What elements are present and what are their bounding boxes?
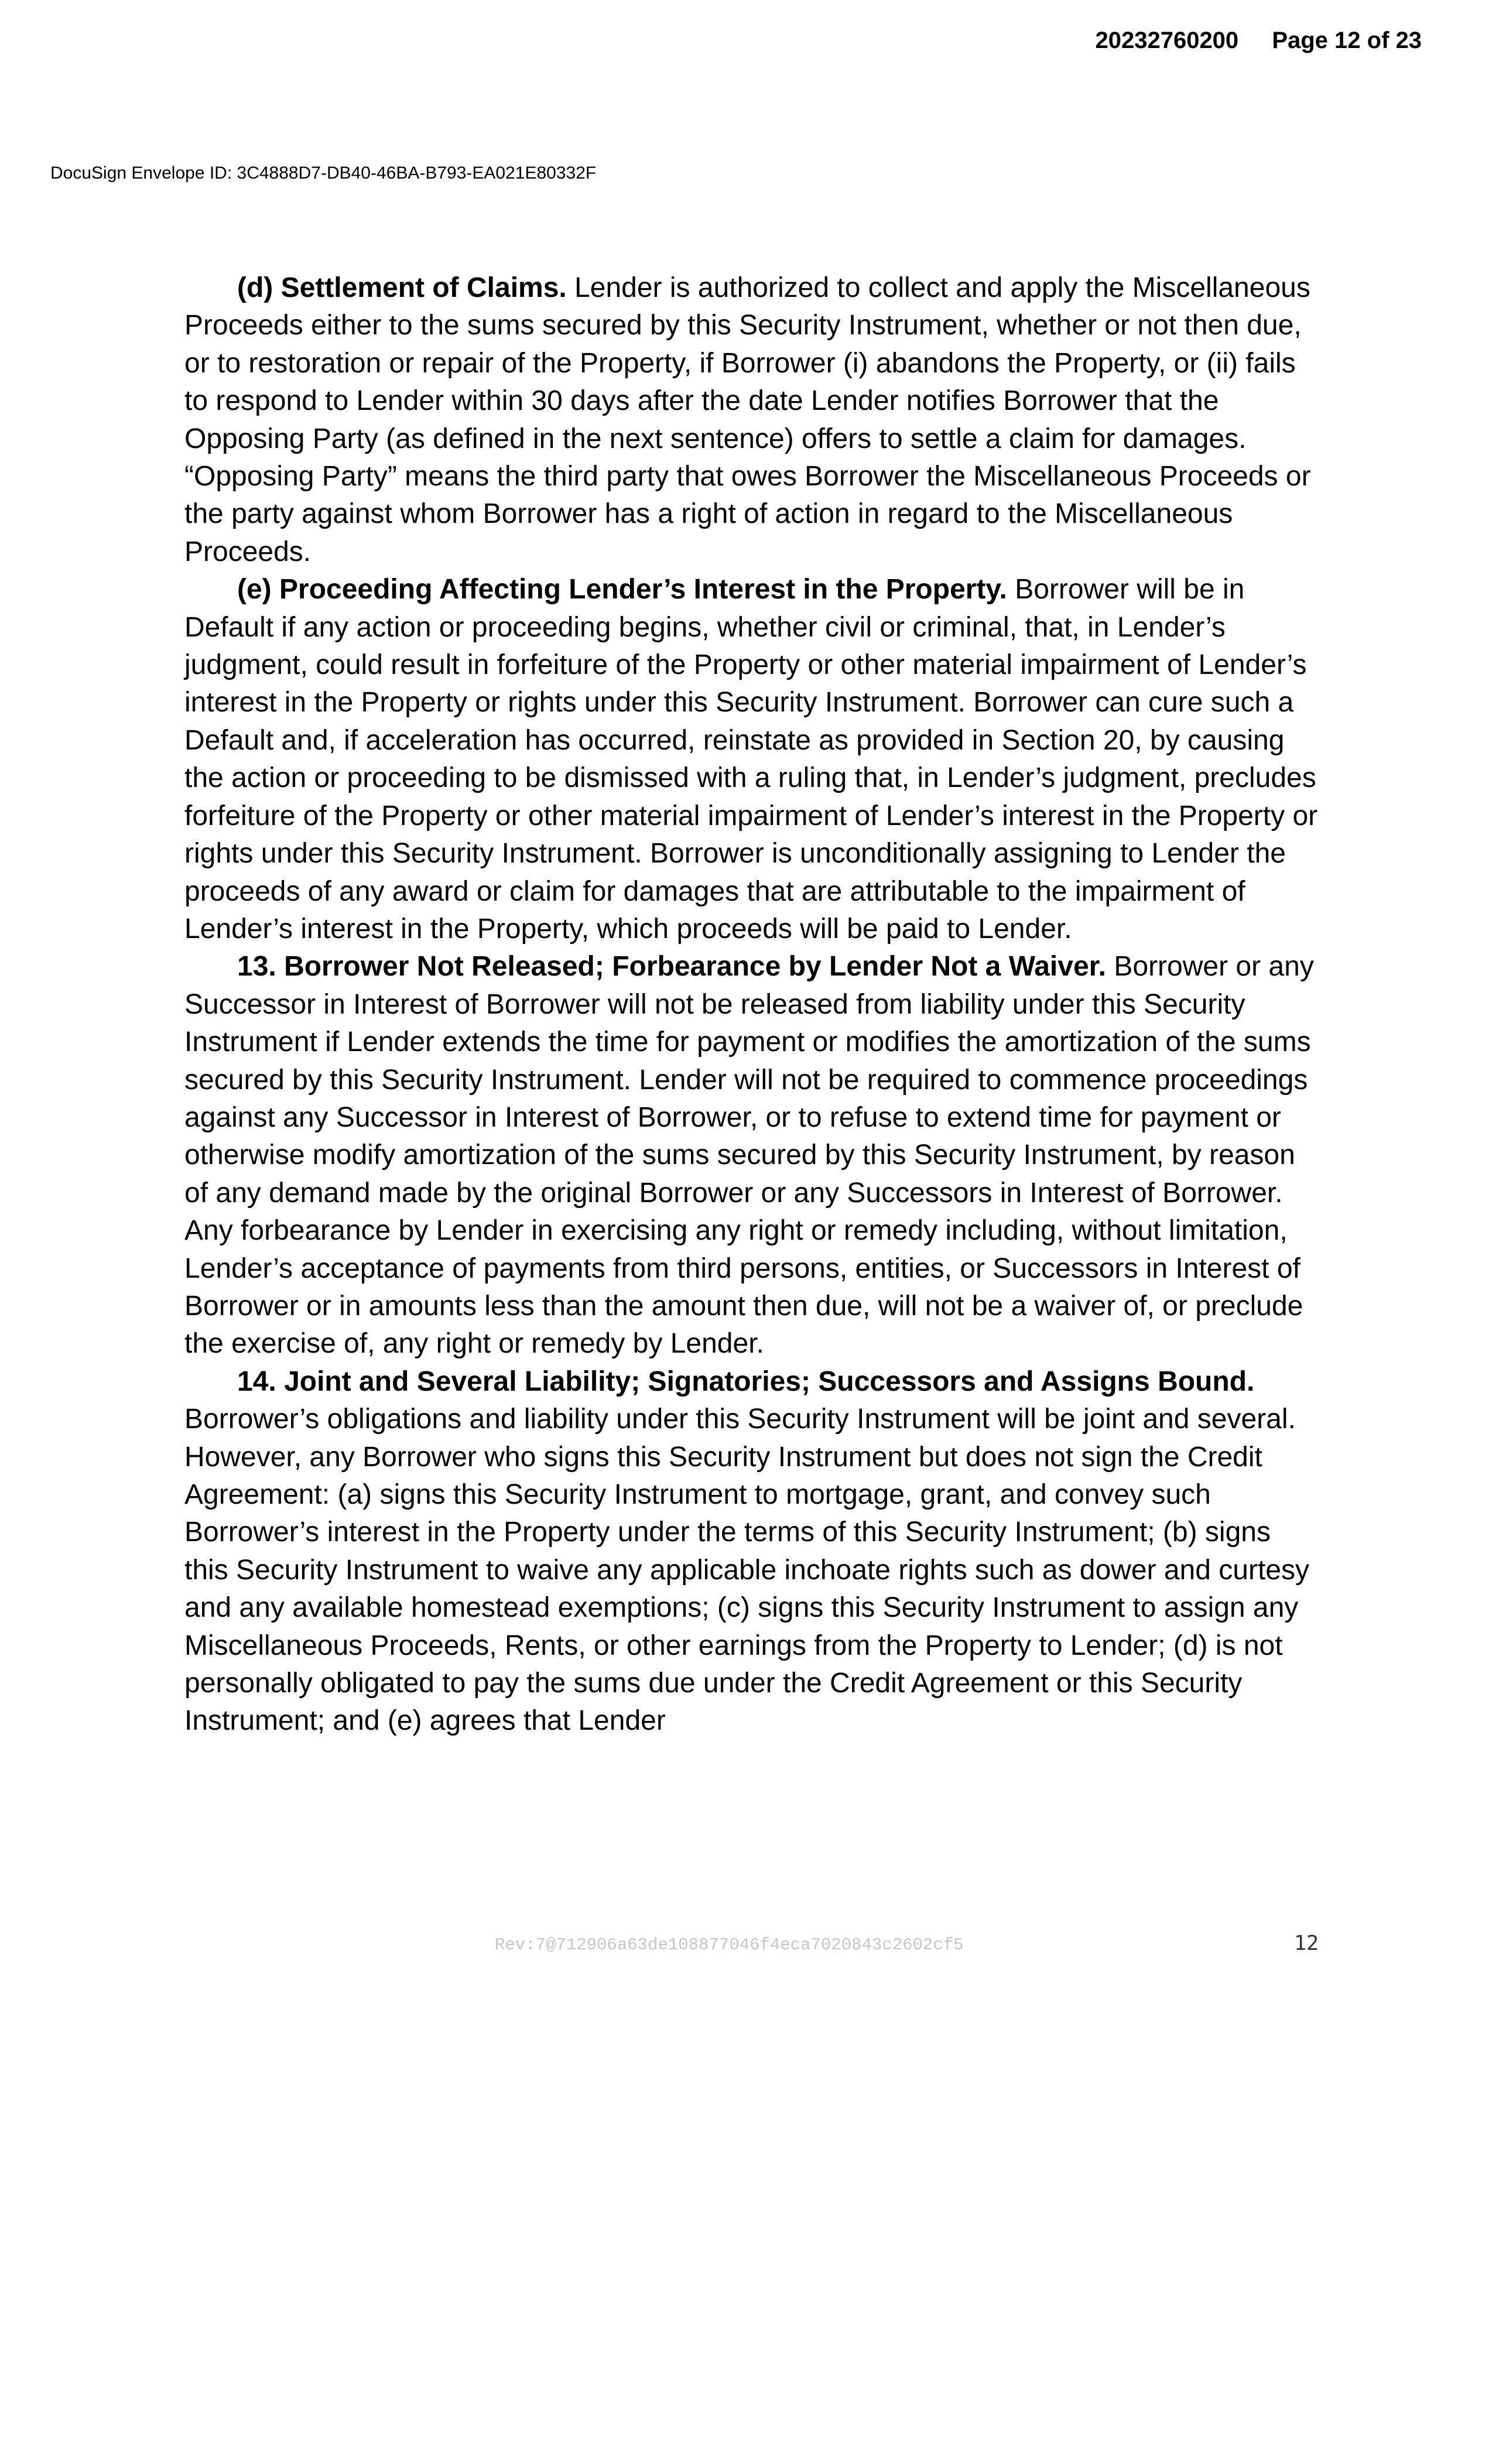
paragraph-text: Borrower will be in Default if any action or proceeding begins, whether civil or criminal, that, in Lender’s judgment, could result in forfeiture of the Property or other material impairment of Lender’s interest in the Property or rights under this Security Instrument. Borrower can cure such a Default and, if acceleration has occurred, reinstate as provided in Section 20, by causing the action or proceeding to be dismissed with a ruling that, in Lender’s judgment, precludes forfeiture of the Property or other material impairment of Lender’s interest in the Property or rights under this Security Instrument. Borrower is unconditionally assigning to Lender the proceeds of any award or claim for damages that are attributable to the impairment of Lender’s interest in the Property, which proceeds will be paid to Lender. [184,574,1318,944]
page-header [1095,26,1422,55]
document-number: 20232760200 [1095,28,1239,53]
paragraph-heading: 14. Joint and Several Liability; Signatories; Successors and Assigns Bound. [237,1366,1255,1397]
page-indicator: Page 12 of 23 [1272,28,1422,53]
paragraph-heading: (d) Settlement of Claims. [237,272,567,303]
paragraph-borrower-not-released [184,948,1320,1363]
paragraph-proceeding-affecting-interest [184,571,1320,948]
paragraph-heading: 13. Borrower Not Released; Forbearance by Lender Not a Waiver. [237,951,1107,983]
paragraph-settlement-of-claims [184,269,1320,571]
revision-hash: Rev:7@712906a63de108877046f4eca7020843c2602cf5 [495,1935,964,1955]
document-body [184,269,1320,1740]
footer-page-number: 12 [1294,1932,1319,1955]
paragraph-heading: (e) Proceeding Affecting Lender’s Interest in the Property. [237,574,1007,605]
paragraph-text: Borrower’s obligations and liability under this Security Instrument will be joint and several. However, any Borrower who signs this Security Instrument but does not sign the Credit Agreement: (a) signs this Security Instrument to mortgage, grant, and convey such Borrower’s interest in the Property under the terms of this Security Instrument; (b) signs this Security Instrument to waive any applicable inchoate rights such as dower and curtesy and any available homestead exemptions; (c) signs this Security Instrument to assign any Miscellaneous Proceeds, Rents, or other earnings from the Property to Lender; (d) is not personally obligated to pay the sums due under the Credit Agreement or this Security Instrument; and (e) agrees that Lender [184,1404,1309,1737]
paragraph-text: Lender is authorized to collect and apply the Miscellaneous Proceeds either to the sums secured by this Security Instrument, whether or not then due, or to restoration or repair of the Property, if Borrower (i) abandons the Property, or (ii) fails to respond to Lender within 30 days after the date Lender notifies Borrower that the Opposing Party (as defined in the next sentence) offers to settle a claim for damages. “Opposing Party” means the third party that owes Borrower the Miscellaneous Proceeds or the party against whom Borrower has a right of action in regard to the Miscellaneous Proceeds. [184,272,1311,567]
paragraph-text: Borrower or any Successor in Interest of Borrower will not be released from liability under this Security Instrument if Lender extends the time for payment or modifies the amortization of the sums secured by this Security Instrument. Lender will not be required to commence proceedings against any Successor in Interest of Borrower, or to refuse to extend time for payment or otherwise modify amortization of the sums secured by this Security Instrument, by reason of any demand made by the original Borrower or any Successors in Interest of Borrower. Any forbearance by Lender in exercising any right or remedy including, without limitation, Lender’s acceptance of payments from third persons, entities, or Successors in Interest of Borrower or in amounts less than the amount then due, will not be a waiver of, or preclude the exercise of, any right or remedy by Lender. [184,951,1314,1360]
paragraph-joint-several-liability [184,1363,1320,1740]
docusign-envelope-id: DocuSign Envelope ID: 3C4888D7-DB40-46BA-B793-EA021E80332F [50,163,597,183]
